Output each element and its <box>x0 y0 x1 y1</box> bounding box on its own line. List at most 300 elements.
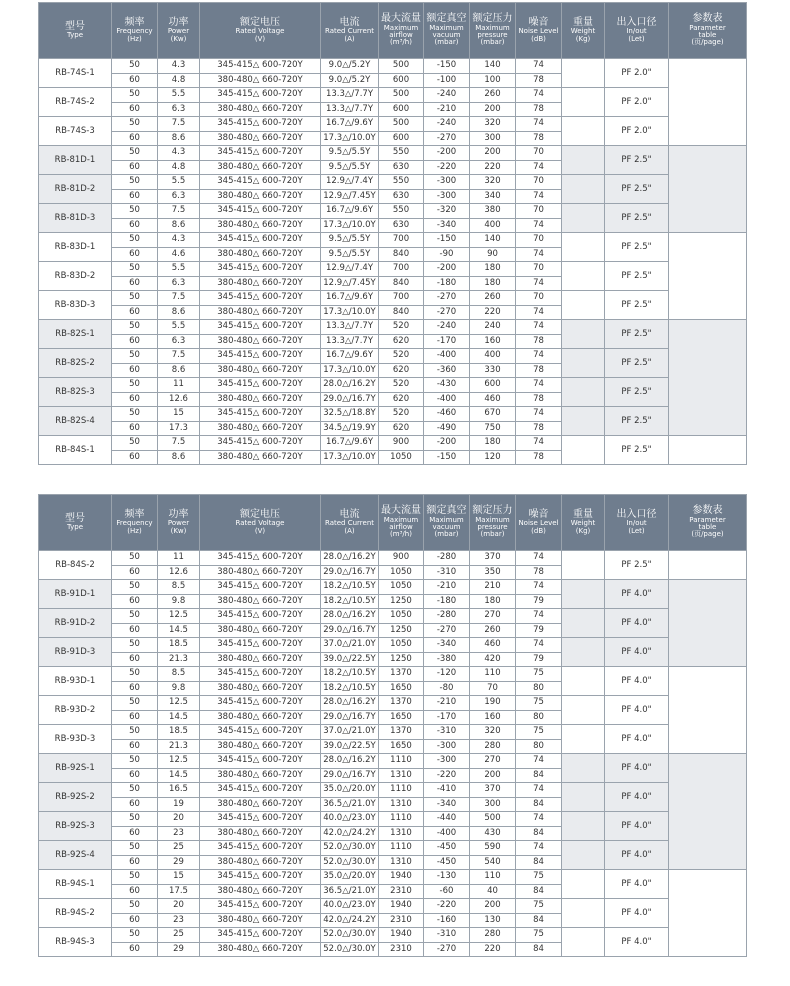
cell-page <box>669 320 747 436</box>
cell-frequency: 60 <box>112 160 158 175</box>
table-row <box>39 407 747 422</box>
cell-airflow: 1250 <box>379 623 424 638</box>
cell-current: 9.0△/5.2Y <box>321 59 379 74</box>
cell-noise: 74 <box>516 276 562 291</box>
cell-power: 29 <box>158 942 200 957</box>
header-en: Power <box>167 27 190 36</box>
cell-pressure: 270 <box>470 609 516 624</box>
header-zh: 额定真空 <box>426 13 467 25</box>
header-en: (V) <box>254 34 266 43</box>
cell-frequency: 60 <box>112 855 158 870</box>
cell-vacuum: -310 <box>424 565 470 580</box>
model-type: RB-91D-1 <box>39 580 112 609</box>
cell-port: PF 2.0" <box>605 117 669 146</box>
cell-noise: 78 <box>516 363 562 378</box>
model-type: RB-83D-1 <box>39 233 112 262</box>
cell-airflow: 620 <box>379 334 424 349</box>
cell-airflow: 2310 <box>379 942 424 957</box>
cell-voltage: 345-415△ 600-720Y <box>200 146 321 161</box>
cell-port: PF 4.0" <box>605 870 669 899</box>
cell-weight <box>562 638 605 667</box>
cell-power: 4.3 <box>158 233 200 248</box>
cell-noise: 78 <box>516 131 562 146</box>
cell-current: 16.7△/9.6Y <box>321 291 379 306</box>
header-en: (Kw) <box>170 526 187 535</box>
cell-noise: 74 <box>516 841 562 856</box>
table-row <box>39 870 747 885</box>
header-type <box>39 3 112 59</box>
cell-vacuum: -340 <box>424 638 470 653</box>
cell-voltage: 345-415△ 600-720Y <box>200 841 321 856</box>
cell-airflow: 2310 <box>379 913 424 928</box>
cell-power: 17.5 <box>158 884 200 899</box>
table-row <box>39 754 747 769</box>
cell-airflow: 520 <box>379 320 424 335</box>
cell-airflow: 1110 <box>379 841 424 856</box>
cell-noise: 84 <box>516 826 562 841</box>
cell-port: PF 4.0" <box>605 754 669 783</box>
cell-power: 8.6 <box>158 305 200 320</box>
cell-current: 16.7△/9.6Y <box>321 349 379 364</box>
cell-vacuum: -460 <box>424 407 470 422</box>
header-zh: 频率 <box>124 16 145 28</box>
cell-power: 14.5 <box>158 710 200 725</box>
cell-voltage: 345-415△ 600-720Y <box>200 870 321 885</box>
cell-airflow: 550 <box>379 175 424 190</box>
cell-pressure: 380 <box>470 204 516 219</box>
cell-noise: 70 <box>516 175 562 190</box>
cell-frequency: 50 <box>112 754 158 769</box>
cell-noise: 74 <box>516 638 562 653</box>
cell-power: 11 <box>158 378 200 393</box>
cell-noise: 70 <box>516 262 562 277</box>
cell-vacuum: -300 <box>424 754 470 769</box>
model-type: RB-93D-3 <box>39 725 112 754</box>
cell-frequency: 50 <box>112 609 158 624</box>
cell-voltage: 380-480△ 660-720Y <box>200 855 321 870</box>
cell-current: 13.3△/7.7Y <box>321 88 379 103</box>
cell-airflow: 1310 <box>379 855 424 870</box>
cell-weight <box>562 175 605 204</box>
cell-noise: 84 <box>516 942 562 957</box>
cell-pressure: 100 <box>470 73 516 88</box>
cell-power: 20 <box>158 812 200 827</box>
model-type: RB-74S-3 <box>39 117 112 146</box>
cell-vacuum: -120 <box>424 667 470 682</box>
cell-frequency: 60 <box>112 73 158 88</box>
cell-airflow: 1050 <box>379 580 424 595</box>
cell-port: PF 2.0" <box>605 88 669 117</box>
table-row <box>39 783 747 798</box>
cell-noise: 84 <box>516 884 562 899</box>
header-en: (Kw) <box>170 34 187 43</box>
cell-current: 9.5△/5.5Y <box>321 247 379 262</box>
model-type: RB-84S-2 <box>39 551 112 580</box>
cell-voltage: 380-480△ 660-720Y <box>200 73 321 88</box>
cell-port: PF 4.0" <box>605 638 669 667</box>
header-max-vacuum <box>424 495 470 551</box>
cell-voltage: 380-480△ 660-720Y <box>200 681 321 696</box>
cell-airflow: 630 <box>379 160 424 175</box>
cell-voltage: 380-480△ 660-720Y <box>200 102 321 117</box>
table-row <box>39 233 747 248</box>
cell-noise: 75 <box>516 725 562 740</box>
model-type: RB-74S-1 <box>39 59 112 88</box>
cell-airflow: 1110 <box>379 783 424 798</box>
model-type: RB-93D-2 <box>39 696 112 725</box>
cell-airflow: 1650 <box>379 681 424 696</box>
cell-port: PF 4.0" <box>605 841 669 870</box>
cell-vacuum: -310 <box>424 725 470 740</box>
cell-noise: 74 <box>516 349 562 364</box>
cell-voltage: 345-415△ 600-720Y <box>200 667 321 682</box>
cell-pressure: 330 <box>470 363 516 378</box>
cell-power: 7.5 <box>158 349 200 364</box>
cell-pressure: 130 <box>470 913 516 928</box>
cell-port: PF 4.0" <box>605 928 669 957</box>
cell-frequency: 60 <box>112 913 158 928</box>
cell-frequency: 50 <box>112 59 158 74</box>
cell-current: 28.0△/16.2Y <box>321 609 379 624</box>
cell-noise: 78 <box>516 421 562 436</box>
model-type: RB-91D-2 <box>39 609 112 638</box>
cell-weight <box>562 754 605 783</box>
cell-noise: 78 <box>516 334 562 349</box>
cell-pressure: 320 <box>470 725 516 740</box>
header-frequency <box>112 3 158 59</box>
cell-vacuum: -300 <box>424 175 470 190</box>
cell-pressure: 600 <box>470 378 516 393</box>
cell-airflow: 1050 <box>379 638 424 653</box>
header-zh: 参数表 <box>692 505 723 517</box>
cell-noise: 80 <box>516 739 562 754</box>
table-row <box>39 378 747 393</box>
header-en: Noise Level <box>518 27 559 36</box>
cell-frequency: 50 <box>112 725 158 740</box>
cell-port: PF 2.5" <box>605 262 669 291</box>
table-row <box>39 262 747 277</box>
cell-current: 29.0△/16.7Y <box>321 710 379 725</box>
cell-page <box>669 754 747 870</box>
cell-airflow: 700 <box>379 262 424 277</box>
cell-pressure: 160 <box>470 710 516 725</box>
header-rated-current <box>321 495 379 551</box>
model-type: RB-92S-3 <box>39 812 112 841</box>
cell-current: 35.0△/20.0Y <box>321 870 379 885</box>
cell-voltage: 380-480△ 660-720Y <box>200 652 321 667</box>
cell-weight <box>562 204 605 233</box>
cell-noise: 74 <box>516 551 562 566</box>
header-en: (dB) <box>531 34 546 43</box>
cell-current: 52.0△/30.0Y <box>321 942 379 957</box>
cell-voltage: 345-415△ 600-720Y <box>200 204 321 219</box>
cell-noise: 74 <box>516 812 562 827</box>
cell-current: 52.0△/30.0Y <box>321 841 379 856</box>
cell-voltage: 380-480△ 660-720Y <box>200 913 321 928</box>
header-en: (m³/h) <box>390 530 412 539</box>
cell-noise: 74 <box>516 247 562 262</box>
cell-frequency: 50 <box>112 378 158 393</box>
header-parameter-table <box>669 3 747 59</box>
cell-vacuum: -310 <box>424 928 470 943</box>
header-en: (Hz) <box>127 526 142 535</box>
cell-vacuum: -450 <box>424 841 470 856</box>
header-max-vacuum <box>424 3 470 59</box>
cell-power: 23 <box>158 913 200 928</box>
cell-airflow: 1370 <box>379 725 424 740</box>
cell-current: 13.3△/7.7Y <box>321 102 379 117</box>
cell-pressure: 750 <box>470 421 516 436</box>
cell-frequency: 50 <box>112 841 158 856</box>
cell-current: 29.0△/16.7Y <box>321 392 379 407</box>
cell-voltage: 345-415△ 600-720Y <box>200 233 321 248</box>
header-en: table <box>698 523 717 532</box>
header-weight <box>562 495 605 551</box>
cell-pressure: 200 <box>470 102 516 117</box>
header-en: (V) <box>254 526 266 535</box>
header-en: Maximum <box>429 515 464 524</box>
cell-port: PF 2.5" <box>605 320 669 349</box>
cell-voltage: 380-480△ 660-720Y <box>200 594 321 609</box>
cell-pressure: 590 <box>470 841 516 856</box>
cell-pressure: 280 <box>470 928 516 943</box>
cell-vacuum: -440 <box>424 812 470 827</box>
header-en: vacuum <box>432 31 461 40</box>
cell-frequency: 50 <box>112 88 158 103</box>
cell-current: 52.0△/30.0Y <box>321 928 379 943</box>
cell-vacuum: -240 <box>424 320 470 335</box>
cell-noise: 80 <box>516 710 562 725</box>
cell-power: 18.5 <box>158 638 200 653</box>
model-type: RB-82S-3 <box>39 378 112 407</box>
cell-port: PF 2.0" <box>605 59 669 88</box>
table-row <box>39 320 747 335</box>
header-zh: 功率 <box>168 16 189 28</box>
cell-power: 29 <box>158 855 200 870</box>
cell-port: PF 4.0" <box>605 812 669 841</box>
cell-current: 18.2△/10.5Y <box>321 594 379 609</box>
cell-noise: 70 <box>516 146 562 161</box>
cell-noise: 74 <box>516 378 562 393</box>
cell-power: 5.5 <box>158 262 200 277</box>
cell-current: 29.0△/16.7Y <box>321 565 379 580</box>
cell-voltage: 380-480△ 660-720Y <box>200 826 321 841</box>
cell-pressure: 260 <box>470 88 516 103</box>
cell-voltage: 380-480△ 660-720Y <box>200 160 321 175</box>
cell-pressure: 180 <box>470 594 516 609</box>
cell-vacuum: -450 <box>424 855 470 870</box>
cell-power: 4.8 <box>158 160 200 175</box>
cell-frequency: 60 <box>112 102 158 117</box>
spec-table-2 <box>38 494 747 957</box>
cell-airflow: 520 <box>379 378 424 393</box>
header-zh: 出入口径 <box>616 508 657 520</box>
cell-noise: 79 <box>516 623 562 638</box>
cell-voltage: 345-415△ 600-720Y <box>200 551 321 566</box>
cell-power: 9.8 <box>158 594 200 609</box>
cell-pressure: 460 <box>470 392 516 407</box>
cell-noise: 74 <box>516 609 562 624</box>
cell-voltage: 380-480△ 660-720Y <box>200 565 321 580</box>
cell-page <box>669 146 747 233</box>
header-en: Rated Voltage <box>235 519 285 528</box>
table-row <box>39 349 747 364</box>
cell-weight <box>562 899 605 928</box>
cell-airflow: 2310 <box>379 884 424 899</box>
cell-frequency: 50 <box>112 667 158 682</box>
table-row <box>39 117 747 132</box>
table-row <box>39 175 747 190</box>
cell-voltage: 380-480△ 660-720Y <box>200 739 321 754</box>
model-type: RB-74S-2 <box>39 88 112 117</box>
cell-power: 12.5 <box>158 754 200 769</box>
cell-frequency: 60 <box>112 131 158 146</box>
cell-current: 16.7△/9.6Y <box>321 436 379 451</box>
model-type: RB-82S-4 <box>39 407 112 436</box>
cell-frequency: 50 <box>112 551 158 566</box>
table-row <box>39 146 747 161</box>
cell-power: 16.5 <box>158 783 200 798</box>
cell-vacuum: -150 <box>424 233 470 248</box>
cell-weight <box>562 725 605 754</box>
cell-power: 8.5 <box>158 580 200 595</box>
cell-vacuum: -400 <box>424 826 470 841</box>
cell-power: 5.5 <box>158 320 200 335</box>
cell-vacuum: -210 <box>424 580 470 595</box>
cell-pressure: 370 <box>470 783 516 798</box>
cell-power: 12.5 <box>158 696 200 711</box>
cell-pressure: 350 <box>470 565 516 580</box>
cell-frequency: 60 <box>112 450 158 465</box>
cell-frequency: 50 <box>112 638 158 653</box>
cell-current: 40.0△/23.0Y <box>321 812 379 827</box>
header-zh: 电流 <box>339 16 360 28</box>
cell-current: 17.3△/10.0Y <box>321 450 379 465</box>
header-en: Maximum <box>475 515 510 524</box>
header-en: (Kg) <box>575 34 591 43</box>
cell-current: 12.9△/7.4Y <box>321 175 379 190</box>
cell-weight <box>562 609 605 638</box>
cell-pressure: 300 <box>470 797 516 812</box>
cell-vacuum: -80 <box>424 681 470 696</box>
cell-airflow: 1050 <box>379 609 424 624</box>
header-zh: 型号 <box>65 512 85 524</box>
cell-vacuum: -100 <box>424 73 470 88</box>
cell-airflow: 1310 <box>379 768 424 783</box>
header-rated-voltage <box>200 3 321 59</box>
table-row <box>39 88 747 103</box>
cell-airflow: 700 <box>379 291 424 306</box>
cell-frequency: 50 <box>112 696 158 711</box>
cell-vacuum: -270 <box>424 131 470 146</box>
cell-noise: 75 <box>516 928 562 943</box>
header-en: Rated Voltage <box>235 27 285 36</box>
cell-port: PF 2.5" <box>605 146 669 175</box>
table-row <box>39 725 747 740</box>
model-type: RB-92S-4 <box>39 841 112 870</box>
cell-current: 40.0△/23.0Y <box>321 899 379 914</box>
cell-voltage: 380-480△ 660-720Y <box>200 247 321 262</box>
header-zh: 重量 <box>573 16 593 28</box>
cell-power: 6.3 <box>158 102 200 117</box>
cell-pressure: 220 <box>470 942 516 957</box>
table-row <box>39 580 747 595</box>
cell-voltage: 345-415△ 600-720Y <box>200 928 321 943</box>
cell-airflow: 1370 <box>379 667 424 682</box>
cell-weight <box>562 580 605 609</box>
cell-frequency: 50 <box>112 117 158 132</box>
cell-pressure: 110 <box>470 667 516 682</box>
header-en: pressure <box>477 31 508 40</box>
cell-port: PF 2.5" <box>605 175 669 204</box>
cell-voltage: 380-480△ 660-720Y <box>200 363 321 378</box>
cell-weight <box>562 117 605 146</box>
cell-port: PF 4.0" <box>605 667 669 696</box>
cell-current: 34.5△/19.9Y <box>321 421 379 436</box>
cell-frequency: 60 <box>112 392 158 407</box>
cell-vacuum: -270 <box>424 291 470 306</box>
table-row <box>39 928 747 943</box>
header-zh: 额定电压 <box>240 16 280 28</box>
cell-current: 28.0△/16.2Y <box>321 551 379 566</box>
cell-vacuum: -90 <box>424 247 470 262</box>
cell-current: 36.5△/21.0Y <box>321 797 379 812</box>
cell-vacuum: -280 <box>424 609 470 624</box>
header-in-out <box>605 3 669 59</box>
cell-vacuum: -220 <box>424 899 470 914</box>
header-zh: 功率 <box>168 508 189 520</box>
cell-power: 11 <box>158 551 200 566</box>
cell-vacuum: -220 <box>424 160 470 175</box>
header-en: (Let) <box>628 526 645 535</box>
header-en: Maximum <box>383 515 419 524</box>
cell-frequency: 60 <box>112 421 158 436</box>
cell-port: PF 4.0" <box>605 899 669 928</box>
cell-port: PF 4.0" <box>605 696 669 725</box>
cell-frequency: 60 <box>112 652 158 667</box>
cell-noise: 74 <box>516 436 562 451</box>
cell-pressure: 300 <box>470 131 516 146</box>
cell-power: 9.8 <box>158 681 200 696</box>
cell-power: 19 <box>158 797 200 812</box>
header-en: Rated Current <box>324 519 374 528</box>
cell-voltage: 345-415△ 600-720Y <box>200 812 321 827</box>
header-en: (mbar) <box>434 530 459 539</box>
header-max-airflow <box>379 495 424 551</box>
cell-current: 36.5△/21.0Y <box>321 884 379 899</box>
cell-vacuum: -240 <box>424 117 470 132</box>
cell-vacuum: -410 <box>424 783 470 798</box>
cell-frequency: 50 <box>112 407 158 422</box>
cell-noise: 79 <box>516 652 562 667</box>
cell-pressure: 670 <box>470 407 516 422</box>
cell-airflow: 630 <box>379 189 424 204</box>
cell-noise: 79 <box>516 594 562 609</box>
cell-pressure: 340 <box>470 189 516 204</box>
cell-noise: 84 <box>516 855 562 870</box>
cell-vacuum: -320 <box>424 204 470 219</box>
header-parameter-table <box>669 495 747 551</box>
cell-airflow: 1250 <box>379 594 424 609</box>
cell-pressure: 540 <box>470 855 516 870</box>
header-en: Parameter <box>689 23 726 32</box>
header-power <box>158 3 200 59</box>
header-en: Power <box>167 519 190 528</box>
cell-frequency: 50 <box>112 175 158 190</box>
header-in-out <box>605 495 669 551</box>
table-row <box>39 551 747 566</box>
cell-noise: 74 <box>516 580 562 595</box>
